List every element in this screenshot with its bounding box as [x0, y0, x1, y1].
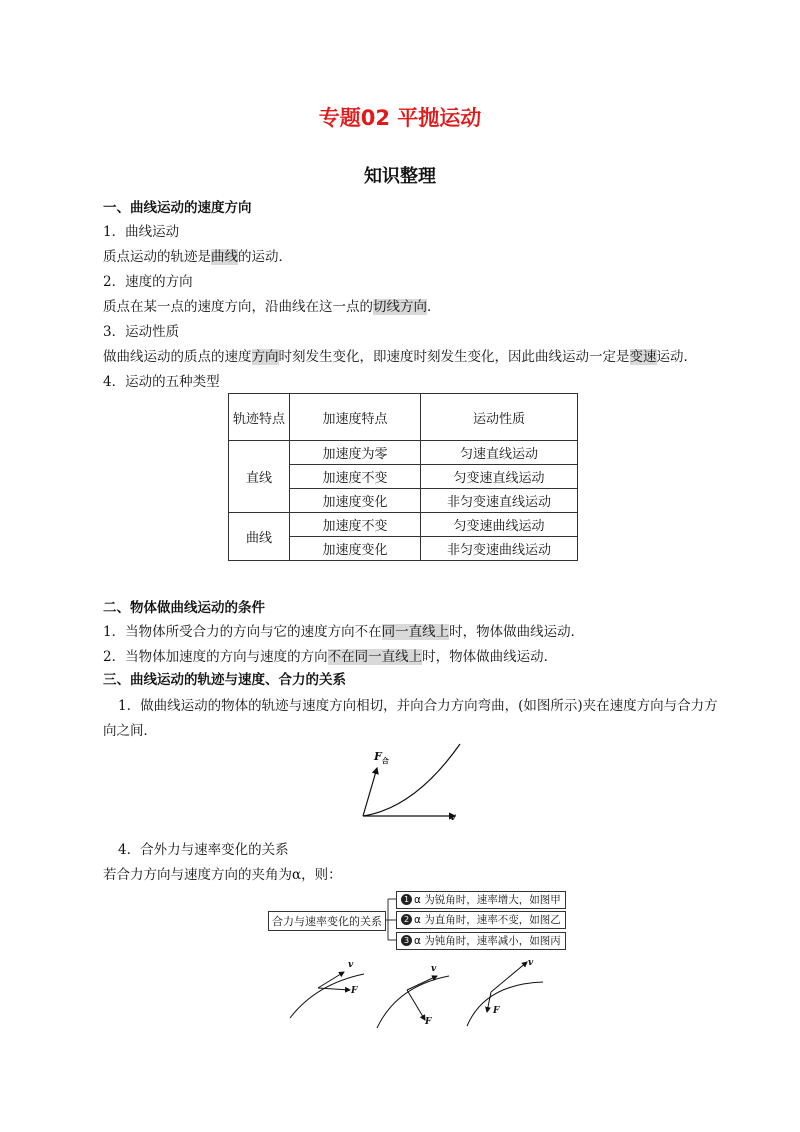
item-2-text: 质点在某一点的速度方向，沿曲线在这一点的切线方向． — [103, 299, 441, 315]
relation-1-text-line2: 向之间． — [103, 723, 157, 739]
velocity-arrow — [407, 976, 437, 990]
item-4b-text: 若合力方向与速度方向的夹角为α，则： — [103, 867, 342, 883]
curve-f-label: F — [493, 1006, 500, 1016]
table-group-cell: 直线 — [229, 441, 290, 513]
table-cell: 加速度为零 — [290, 441, 421, 465]
section-subtitle: 知识整理 — [364, 166, 436, 187]
condition-2-text: 2．当物体加速度的方向与速度的方向不在同一直线上时，物体做曲线运动． — [103, 649, 558, 665]
diagram-option-3: 3 α 为钝角时，速率减小，如图丙 — [396, 932, 566, 950]
trajectory-figure — [355, 740, 465, 830]
item-3-text: 做曲线运动的质点的速度方向时刻发生变化，即速度时刻发生变化，因此曲线运动一定是变速运动． — [103, 349, 697, 365]
item-4b-title: 4．合外力与速率变化的关系 — [118, 842, 289, 858]
motion-types-table — [228, 393, 578, 561]
table-cell: 匀速直线运动 — [421, 441, 578, 465]
table-cell: 加速度变化 — [290, 489, 421, 513]
force-arrow — [487, 992, 491, 1012]
diagram-root-box: 合力与速率变化的关系 — [268, 911, 386, 931]
table-header-cell: 轨迹特点 — [229, 394, 290, 441]
table-header-row — [229, 394, 578, 441]
table-cell: 非匀变速曲线运动 — [421, 537, 578, 561]
item-4-title: 4．运动的五种类型 — [103, 374, 220, 390]
section-2-heading: 二、物体做曲线运动的条件 — [103, 600, 265, 616]
curve-v-label: v — [528, 958, 534, 968]
table-group-cell: 曲线 — [229, 513, 290, 561]
item-2-title: 2．速度的方向 — [103, 274, 193, 290]
curve-f-label: F — [425, 1017, 432, 1027]
curve-v-label: v — [348, 960, 354, 970]
section-3-heading: 三、曲线运动的轨迹与速度、合力的关系 — [103, 672, 346, 688]
table-cell: 匀变速曲线运动 — [421, 513, 578, 537]
table-header-cell: 运动性质 — [421, 394, 578, 441]
table-cell: 匀变速直线运动 — [421, 465, 578, 489]
section-1-heading: 一、曲线运动的速度方向 — [103, 200, 252, 216]
force-arrow — [407, 990, 425, 1020]
velocity-arrow — [318, 972, 344, 988]
table-cell: 加速度变化 — [290, 537, 421, 561]
relation-1-text-line1: 1．做曲线运动的物体的轨迹与速度方向相切，并向合力方向弯曲，(如图所示)夹在速度方向与合力方 — [118, 698, 718, 714]
document-title: 专题02 平抛运动 — [318, 106, 482, 130]
item-3-title: 3．运动性质 — [103, 324, 180, 340]
table-row — [229, 441, 578, 465]
velocity-label: v — [450, 812, 456, 823]
item-1-title: 1．曲线运动 — [103, 224, 180, 240]
table-cell: 非匀变速直线运动 — [421, 489, 578, 513]
table-row — [229, 513, 578, 537]
curve-v-label: v — [431, 964, 437, 974]
diagram-option-2: 2 α 为直角时，速率不变，如图乙 — [396, 911, 566, 929]
table-cell: 加速度不变 — [290, 513, 421, 537]
diagram-option-1: 1 α 为锐角时，速率增大，如图甲 — [396, 891, 566, 909]
force-label: $F_合$ — [374, 750, 389, 766]
curve-figure-right — [373, 958, 453, 1038]
table-header-cell: 加速度特点 — [290, 394, 421, 441]
condition-1-text: 1．当物体所受合力的方向与它的速度方向不在同一直线上时，物体做曲线运动． — [103, 624, 585, 640]
table-cell: 加速度不变 — [290, 465, 421, 489]
curve-figure-acute — [288, 958, 368, 1038]
force-arrow — [363, 768, 377, 816]
curve-f-label: F — [351, 986, 358, 996]
item-1-text: 质点运动的轨迹是曲线的运动． — [103, 249, 292, 265]
